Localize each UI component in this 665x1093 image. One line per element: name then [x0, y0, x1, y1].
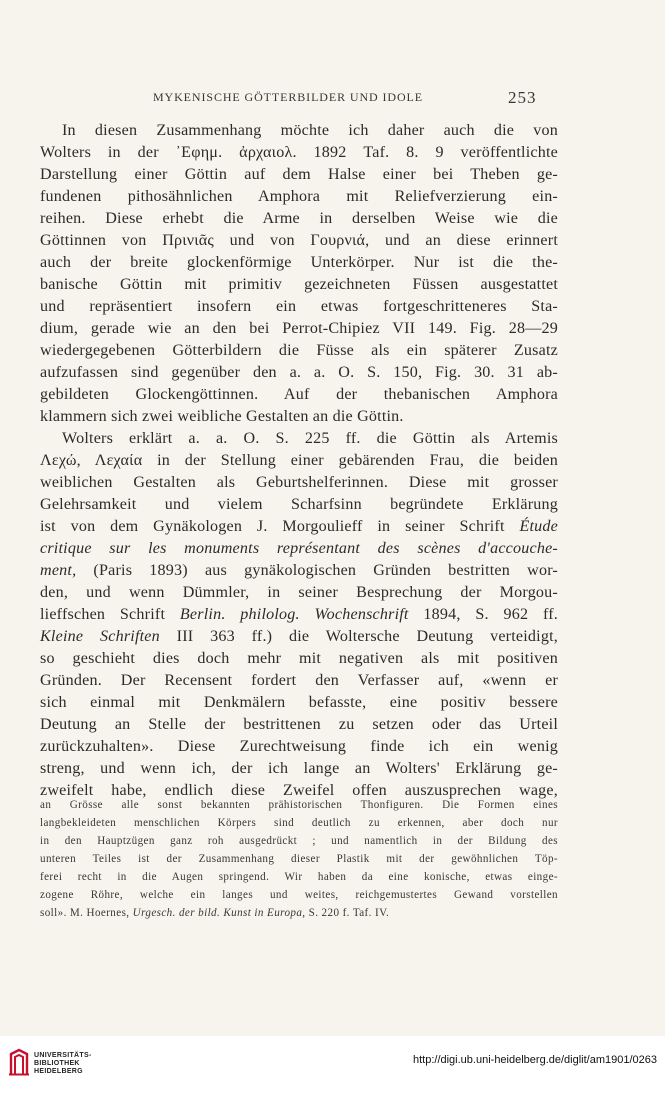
text-line: auch der breite glockenförmige Unterkörper. Nur ist die the- [40, 254, 558, 271]
text-line: so geschieht dies doch mehr mit negativen als mit positiven [40, 650, 558, 667]
text-line: banische Göttin mit primitiv gezeichneten Füssen ausgestattet [40, 276, 558, 293]
text-line: Wolters erklärt a. a. O. S. 225 ff. die Göttin als Artemis [62, 430, 558, 447]
text-segment: 1894, S. 962 ff. [408, 606, 558, 623]
footnote-line: unteren Teiles ist der Zusammenhang dieser Plastik mit der gewöhnlichen Töp- [40, 853, 558, 865]
text-line: dium, gerade wie an den bei Perrot-Chipiez VII 149. Fig. 28—29 [40, 320, 558, 337]
italic-title: critique sur les monuments représentant des scènes d'accouche- [40, 540, 558, 557]
footnote-line: langbekleideten menschlichen Körpers sind deutlich zu erkennen, aber doch nur [40, 817, 558, 829]
text-line: gebildeten Glockengöttinnen. Auf der thebanischen Amphora [40, 386, 558, 403]
footnote-line: an Grösse alle sonst bekannten prähistorischen Thonfiguren. Die Formen eines [40, 799, 558, 811]
source-url-link[interactable]: http://digi.ub.uni-heidelberg.de/diglit/am1901/0263 [412, 1054, 657, 1066]
text-line: wiedergegebenen Götterbildern die Füsse als ein späterer Zusatz [40, 342, 558, 359]
italic-title: Berlin. philolog. Wochenschrift [179, 606, 409, 623]
library-name-line: BIBLIOTHEK [34, 1060, 80, 1067]
library-logo-icon [8, 1048, 30, 1076]
page-number: 253 [508, 88, 537, 107]
text-line: reihen. Diese erhebt die Arme in derselben Weise wie die [40, 210, 558, 227]
library-name-line: UNIVERSITÄTS- [34, 1052, 92, 1059]
text-line: klammern sich zwei weibliche Gestalten an die Göttin. [40, 408, 404, 425]
text-line: fundenen pithosähnlichen Amphora mit Reliefverzierung ein- [40, 188, 558, 205]
text-line: Wolters in der ᾿Εφημ. ἀρχαιολ. 1892 Taf. 8. 9 veröffentlichte [40, 144, 558, 161]
footer-bar [0, 1036, 665, 1093]
footnote-line: zogene Röhre, welche ein langes und weites, reichgemustertes Gewand vorstellen [40, 889, 558, 901]
footnote-line [40, 904, 558, 922]
text-segment: ist von dem Gynäkologen J. Morgoulieff in seiner Schrift [40, 518, 505, 535]
italic-title: Kleine Schriften [40, 628, 160, 645]
text-line: aufzufassen sind gegenüber den a. a. O. S. 150, Fig. 30. 31 ab- [40, 364, 558, 381]
text-line: Göttinnen von Πρινιᾶς und von Γουρνιά, und an diese erinnert [40, 232, 558, 249]
text-line: zweifelt habe, endlich diese Zweifel offen auszusprechen wage, [40, 782, 558, 799]
text-line: den, und wenn Dümmler, in seiner Besprechung der Morgou- [40, 584, 558, 601]
italic-title: Urgesch. der bild. Kunst in Europa, [132, 907, 306, 919]
italic-title: ment, [40, 562, 77, 579]
italic-title: Étude [519, 518, 558, 535]
text-line [40, 516, 558, 538]
library-name [34, 1052, 92, 1076]
text-line: weiblichen Gestalten als Geburtshelferinnen. Diese mit grosser [40, 474, 558, 491]
text-line: Gelehrsamkeit und vielem Scharfsinn begründete Erklärung [40, 496, 558, 513]
library-name-line: HEIDELBERG [34, 1068, 83, 1075]
text-segment: lieffschen Schrift [40, 606, 166, 623]
text-line: Deutung an Stelle der bestrittenen zu setzen oder das Urteil [40, 716, 558, 733]
text-line [40, 604, 558, 626]
text-line [40, 538, 558, 560]
text-line: Gründen. Der Recensent fordert den Verfasser auf, «wenn er [40, 672, 558, 689]
text-line: In diesen Zusammenhang möchte ich daher auch die von [62, 122, 558, 139]
text-segment: soll». M. Hoernes, [40, 907, 133, 919]
text-segment: S. 220 f. Taf. IV. [305, 907, 390, 919]
text-segment: (Paris 1893) aus gynäkologischen Gründen bestritten wor- [76, 562, 558, 579]
text-line [40, 560, 558, 582]
text-line: Λεχώ, Λεχαία in der Stellung einer gebärenden Frau, die beiden [40, 452, 558, 469]
text-line: und repräsentiert insofern ein etwas fortgeschritteneres Sta- [40, 298, 558, 315]
footnote-line: ferei recht in die Augen springend. Wir haben da eine konische, etwas einge- [40, 871, 558, 883]
footnote [40, 796, 558, 922]
text-segment: III 363 ff.) die Woltersche Deutung verteidigt, [159, 628, 558, 645]
text-line: streng, und wenn ich, der ich lange an Wolters' Erklärung ge- [40, 760, 558, 777]
body-text [40, 120, 558, 802]
text-line: Darstellung einer Göttin auf dem Halse einer bei Theben ge- [40, 166, 558, 183]
running-head: MYKENISCHE GÖTTERBILDER UND IDOLE [152, 90, 423, 104]
text-line: zurückzuhalten». Diese Zurechtweisung finde ich ein wenig [40, 738, 558, 755]
text-line: sich einmal mit Denkmälern befasste, eine positiv bessere [40, 694, 558, 711]
footnote-line: in den Hauptzügen ganz roh ausgedrückt ; und namentlich in der Bildung des [40, 835, 558, 847]
text-line [40, 626, 558, 648]
